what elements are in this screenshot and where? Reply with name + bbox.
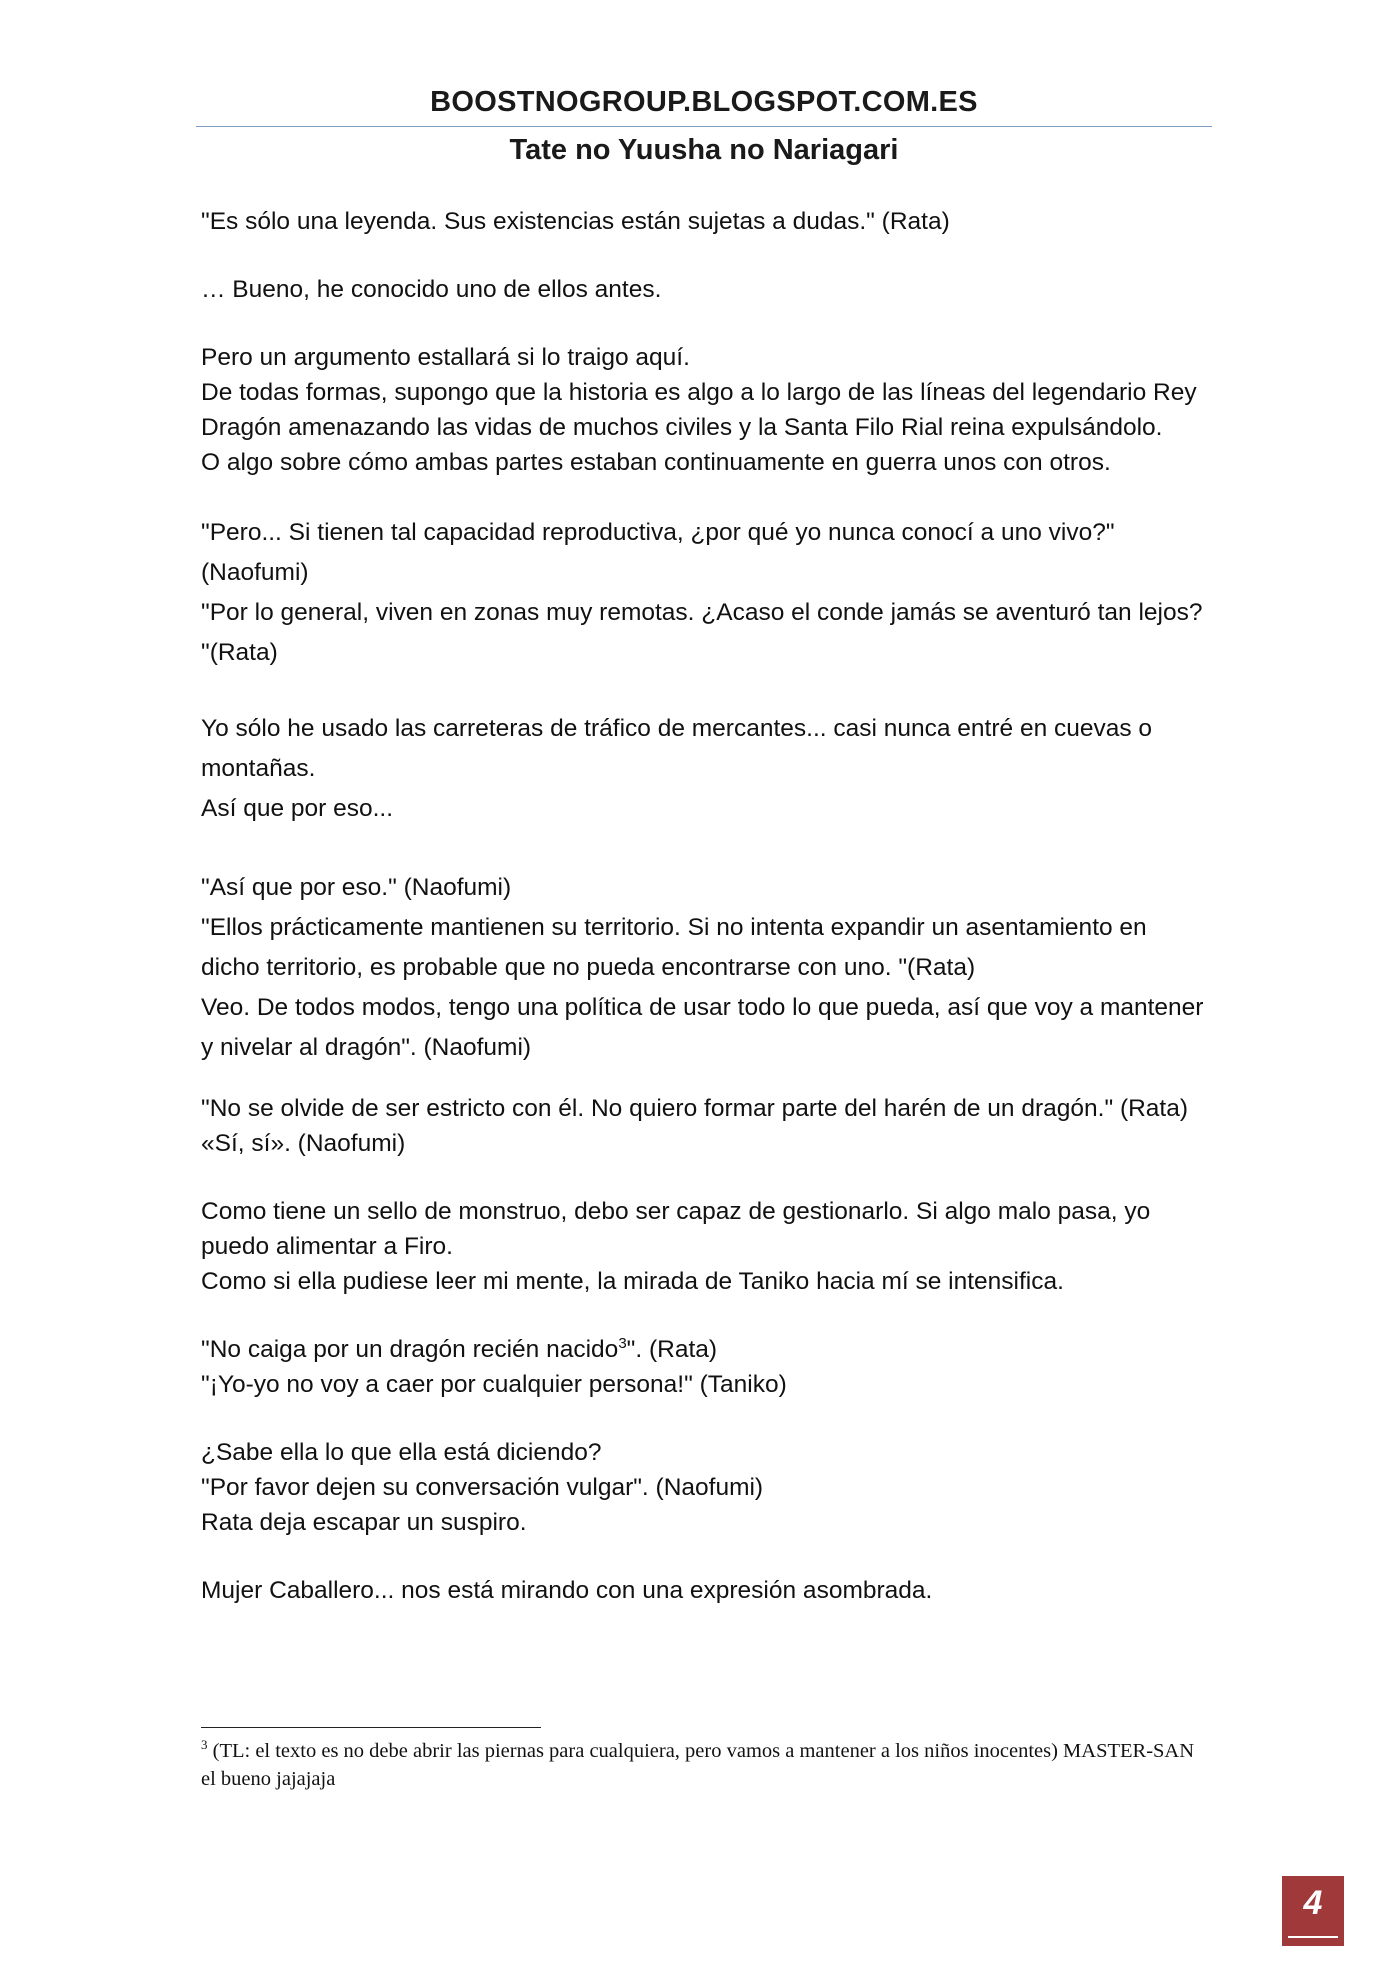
paragraph-line: Pero un argumento estallará si lo traigo aquí.	[201, 344, 690, 371]
text-span: ". (Rata)	[626, 1336, 718, 1363]
page-number: 4	[1303, 1884, 1323, 1922]
paragraph-line: "¡Yo-yo no voy a caer por cualquier persona!" (Taniko)	[201, 1371, 787, 1398]
paragraph-line: Así que por eso...	[201, 795, 394, 822]
paragraph-line: "Así que por eso." (Naofumi)	[201, 874, 512, 901]
paragraph-group	[201, 513, 1211, 673]
paragraph-line: De todas formas, supongo que la historia es algo a lo largo de las líneas del legendario Rey Dragón amenazando las vidas de muchos civiles y la Santa Filo Rial reina expulsándolo.	[201, 379, 1197, 441]
footnote-reference: 3	[618, 1334, 627, 1352]
paragraph: "Es sólo una leyenda. Sus existencias están sujetas a dudas." (Rata)	[201, 208, 950, 235]
page-number-underline	[1288, 1936, 1338, 1938]
header-site-name: BOOSTNOGROUP.BLOGSPOT.COM.ES	[430, 86, 978, 118]
paragraph-group	[201, 1091, 1211, 1161]
document-body	[201, 204, 1211, 1608]
paragraph-line	[201, 1332, 1211, 1367]
footnote-text: (TL: el texto es no debe abrir las piernas para cualquiera, pero vamos a mantener a los niños inocentes) MASTER-SAN el bueno jajajaja	[201, 1740, 1195, 1790]
paragraph-line: Yo sólo he usado las carreteras de tráfico de mercantes... casi nunca entré en cuevas o montañas.	[201, 715, 1153, 782]
footnote	[201, 1737, 1211, 1793]
paragraph-line: "Ellos prácticamente mantienen su territorio. Si no intenta expandir un asentamiento en dicho territorio, es probable que no pueda encontrarse con uno. "(Rata)	[201, 914, 1147, 981]
paragraph-group	[201, 1194, 1211, 1299]
paragraph-line: O algo sobre cómo ambas partes estaban continuamente en guerra unos con otros.	[201, 449, 1111, 476]
paragraph-line: Veo. De todos modos, tengo una política de usar todo lo que pueda, así que voy a mantener y nivelar al dragón". (Naofumi)	[201, 994, 1204, 1061]
paragraph-line: "No se olvide de ser estricto con él. No quiero formar parte del harén de un dragón." (Rata)	[201, 1095, 1189, 1122]
paragraph-line: Rata deja escapar un suspiro.	[201, 1509, 527, 1536]
paragraph-line: Como si ella pudiese leer mi mente, la mirada de Taniko hacia mí se intensifica.	[201, 1268, 1064, 1295]
paragraph-line: «Sí, sí». (Naofumi)	[201, 1130, 406, 1157]
footnote-marker: 3	[201, 1737, 208, 1753]
footnote-separator	[201, 1727, 541, 1728]
text-span: "No caiga por un dragón recién nacido	[201, 1336, 619, 1363]
paragraph-line: ¿Sabe ella lo que ella está diciendo?	[201, 1439, 602, 1466]
paragraph-line: "Por lo general, viven en zonas muy remotas. ¿Acaso el conde jamás se aventuró tan lejos? "(Rata)	[201, 599, 1203, 666]
header-divider	[196, 126, 1212, 127]
header-document-title: Tate no Yuusha no Nariagari	[509, 134, 899, 166]
paragraph-line: Como tiene un sello de monstruo, debo ser capaz de gestionarlo. Si algo malo pasa, yo puedo alimentar a Firo.	[201, 1198, 1151, 1260]
paragraph-line: "Pero... Si tienen tal capacidad reproductiva, ¿por qué yo nunca conocí a uno vivo?" (Naofumi)	[201, 519, 1115, 586]
paragraph-group	[201, 868, 1211, 1068]
paragraph-group	[201, 340, 1211, 480]
paragraph-line: "Por favor dejen su conversación vulgar". (Naofumi)	[201, 1474, 764, 1501]
paragraph-group	[201, 1332, 1211, 1402]
paragraph-group	[201, 709, 1211, 829]
paragraph: Mujer Caballero... nos está mirando con una expresión asombrada.	[201, 1577, 933, 1604]
paragraph: … Bueno, he conocido uno de ellos antes.	[201, 276, 662, 303]
paragraph-group	[201, 1435, 1211, 1540]
